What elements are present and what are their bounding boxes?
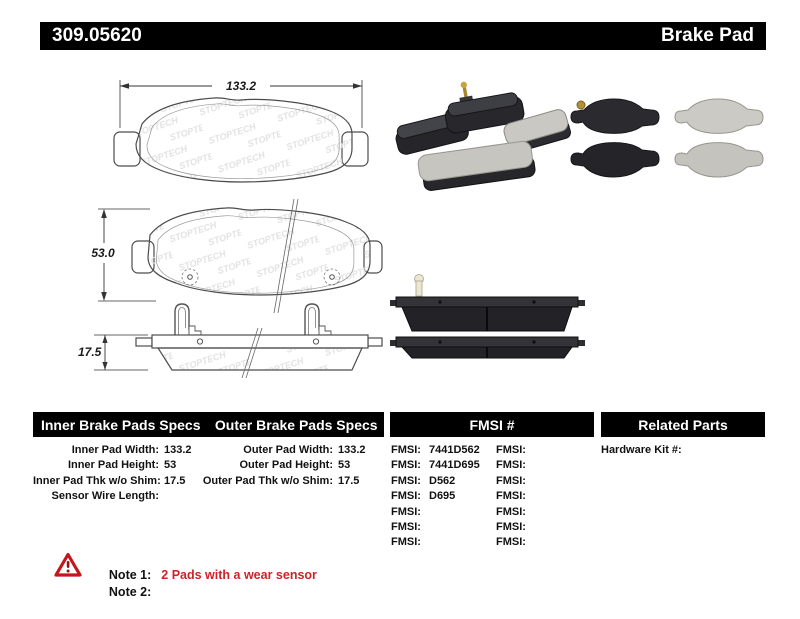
- fmsi-row: FMSI:: [391, 521, 421, 534]
- product-type: Brake Pad: [661, 25, 754, 46]
- fmsi-row: FMSI:: [496, 490, 526, 503]
- header-inner-specs: Inner Brake Pads Specs: [40, 416, 201, 433]
- spec-row: Outer Pad Width: 133.2: [243, 444, 366, 456]
- fmsi-list-left: [391, 443, 480, 551]
- fmsi-row: FMSI:: [391, 505, 421, 518]
- fmsi-row: FMSI: D562: [391, 474, 456, 487]
- wear-sensor-clip: [577, 101, 585, 109]
- dimension-width-label: 133.2: [225, 79, 257, 93]
- dimension-thickness-label: 17.5: [78, 345, 102, 359]
- table-header-related-parts: Related Parts: [601, 412, 765, 437]
- fmsi-row: FMSI:: [496, 536, 526, 549]
- note2-text: [151, 585, 161, 599]
- outer-specs-list: [196, 443, 366, 489]
- fmsi-row: FMSI: 7441D562: [391, 444, 480, 456]
- dimension-height-label: 53.0: [91, 246, 115, 260]
- fmsi-row: FMSI:: [496, 521, 526, 534]
- spec-row: Outer Pad Height: 53: [239, 459, 351, 472]
- fmsi-row: FMSI:: [496, 505, 526, 518]
- spec-row: Outer Pad Thk w/o Shim: 17.5: [202, 474, 360, 487]
- pad-light-front: [417, 140, 536, 192]
- fmsi-row: FMSI:: [496, 474, 526, 487]
- photo-pads-flat: [568, 92, 768, 188]
- spring-clip: [305, 304, 331, 335]
- related-parts-list: [601, 443, 687, 458]
- spec-row: Inner Pad Height: 53: [67, 459, 177, 472]
- wear-sensor-tip: [460, 81, 467, 88]
- plate-right-tab: [368, 338, 382, 346]
- drawing-front-width: [108, 70, 374, 198]
- spec-row: Inner Pad Thk w/o Shim: 17.5: [33, 474, 186, 487]
- fmsi-row: FMSI: 7441D695: [391, 459, 480, 472]
- note-2: [95, 571, 161, 613]
- header-outer-specs: Outer Brake Pads Specs: [214, 416, 378, 433]
- inner-specs-list: [33, 443, 192, 505]
- table-header-pads-specs: [33, 412, 384, 437]
- spec-row: Inner Pad Width: 133.2: [71, 444, 192, 456]
- friction-material: [158, 348, 362, 370]
- fmsi-row: FMSI:: [391, 536, 421, 549]
- pad-light-top: [675, 99, 763, 133]
- fmsi-list-right: [496, 443, 534, 551]
- fmsi-row: FMSI:: [496, 444, 526, 456]
- photo-pads-edge: [388, 252, 588, 360]
- backing-plate: [152, 335, 368, 348]
- title-bar: [40, 22, 766, 50]
- edge-pad-upper: [390, 297, 585, 331]
- drawing-profile-thickness: [78, 298, 385, 382]
- pad-dark-bottom: [571, 143, 659, 177]
- wear-sensor-body: [416, 281, 422, 296]
- spec-row: Sensor Wire Length:: [51, 490, 159, 503]
- pad-outline: [148, 208, 370, 295]
- pad-light-bottom: [675, 143, 763, 177]
- fmsi-row: FMSI:: [496, 459, 526, 472]
- related-row: Hardware Kit #:: [601, 444, 682, 456]
- note2-label: Note 2:: [108, 585, 152, 599]
- spring-clip: [175, 304, 201, 335]
- warning-icon: [54, 552, 82, 578]
- part-number: 309.05620: [52, 25, 142, 46]
- plate-left-tab: [136, 338, 152, 346]
- table-header-fmsi: FMSI #: [390, 412, 594, 437]
- note1-label: Note 1:: [108, 568, 152, 582]
- fmsi-row: FMSI: D695: [391, 490, 456, 503]
- note1-text: 2 Pads with a wear sensor: [161, 568, 317, 582]
- photo-pads-angled: [393, 86, 573, 198]
- edge-pad-lower: [390, 337, 585, 358]
